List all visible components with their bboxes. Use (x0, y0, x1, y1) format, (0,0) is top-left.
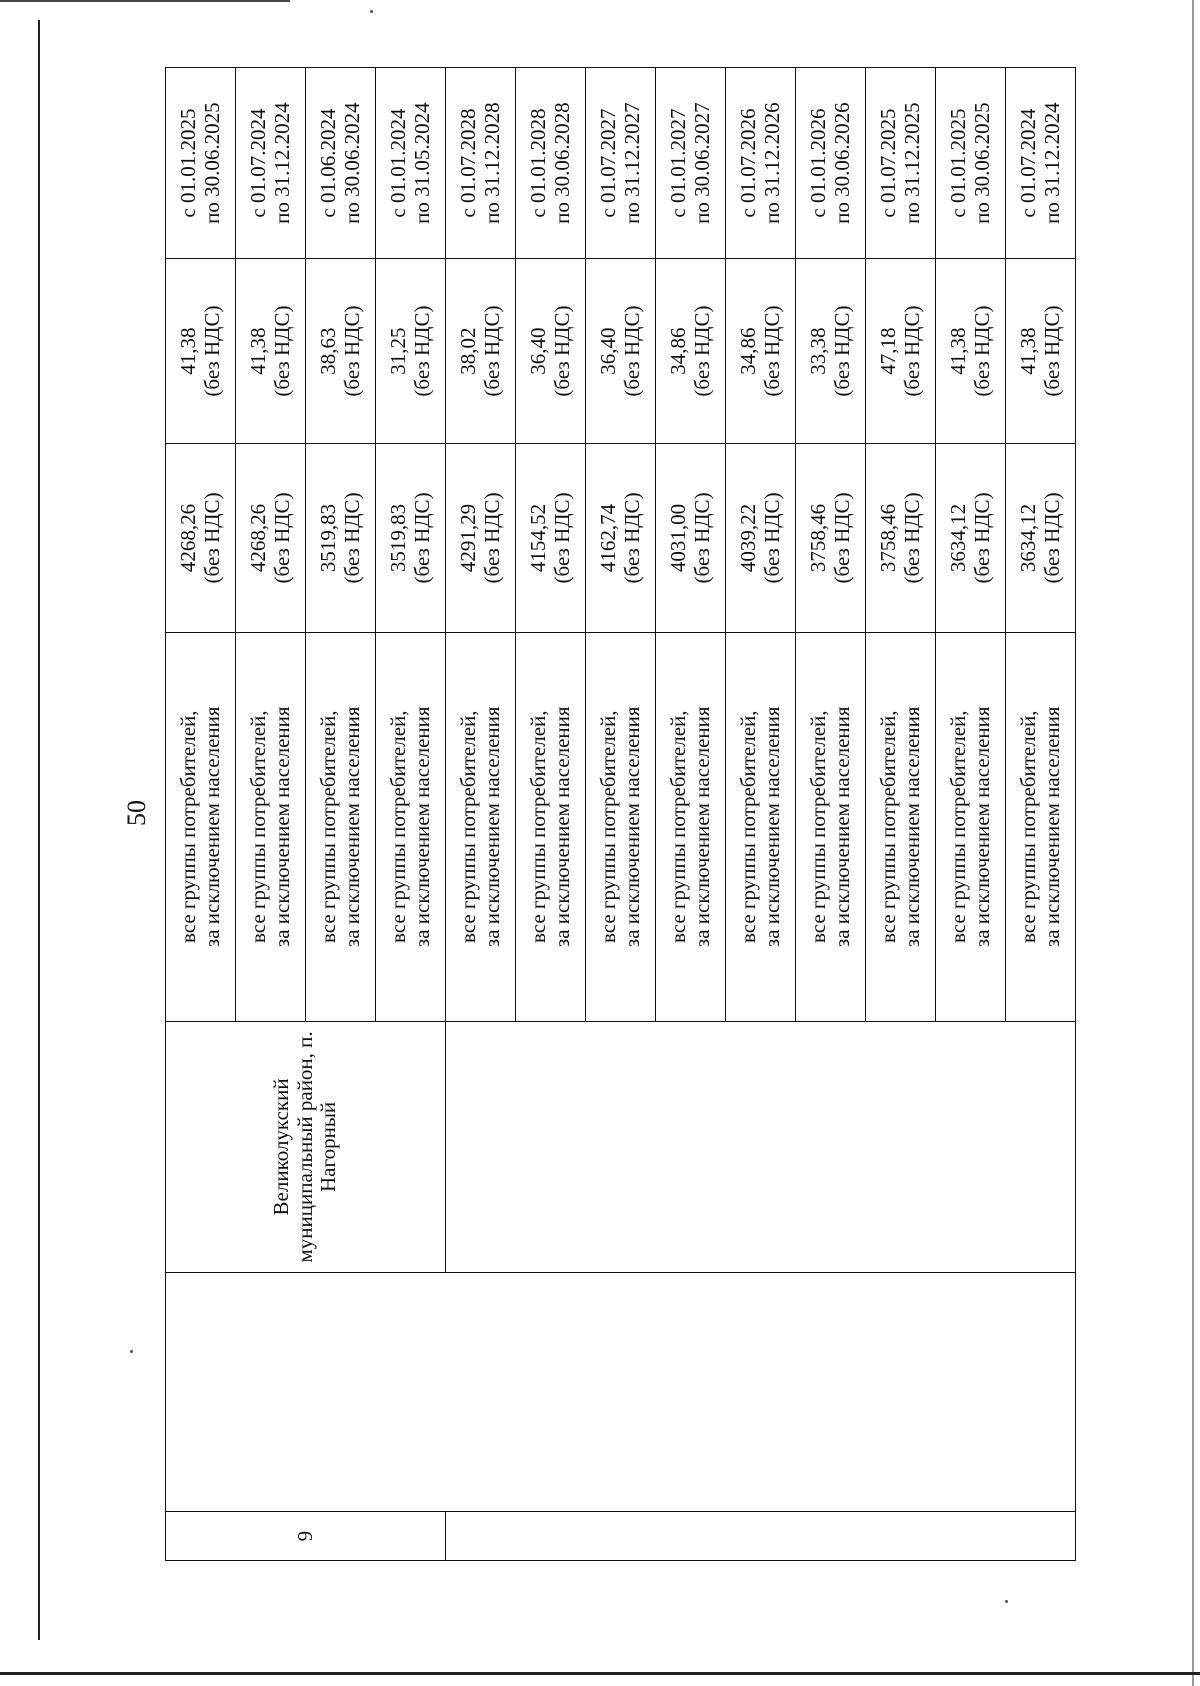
period-cell (1006, 68, 1076, 259)
tariff-table (165, 67, 1076, 1561)
period-cell (726, 68, 796, 259)
consumer-group-cell (726, 632, 796, 1021)
page-number: 50 (122, 800, 151, 826)
tariff-value-cell-line: (без НДС) (899, 492, 924, 584)
consumer-group-cell-line: все группы потребителей, (945, 710, 970, 944)
period-cell (376, 68, 446, 259)
tariff-value-2-cell-line: (без НДС) (689, 305, 714, 397)
consumer-group-cell (516, 632, 586, 1021)
consumer-group-cell-line: все группы потребителей, (875, 710, 900, 944)
period-cell-line: с 01.07.2025 (875, 108, 900, 218)
tariff-value-2-cell-line: (без НДС) (479, 305, 504, 397)
tariff-value-cell (796, 443, 866, 632)
tariff-value-2-cell (1006, 259, 1076, 444)
period-cell (796, 68, 866, 259)
consumer-group-cell-line: все группы потребителей, (385, 710, 410, 944)
tariff-value-2-cell-line: 36,40 (525, 327, 550, 375)
tariff-value-2-cell-line: 41,38 (175, 327, 200, 375)
period-cell-line: с 01.01.2025 (175, 108, 200, 218)
tariff-value-cell-line: (без НДС) (759, 492, 784, 584)
period-cell-line: по 30.06.2025 (199, 102, 224, 224)
territory-cell: Великолукский муниципальный район, п. Нагорный (166, 1021, 446, 1273)
tariff-value-2-cell-line: 47,18 (875, 327, 900, 375)
consumer-group-cell-line: за исключением населения (759, 706, 784, 948)
period-cell-line: по 31.05.2024 (409, 102, 434, 224)
tariff-value-cell-line: 4268,26 (245, 503, 270, 573)
tariff-value-cell-line: 3758,46 (875, 503, 900, 573)
tariff-value-2-cell-line: (без НДС) (899, 305, 924, 397)
tariff-value-cell-line: 3758,46 (805, 503, 830, 573)
consumer-group-cell-line: все группы потребителей, (455, 710, 480, 944)
tariff-value-cell (656, 443, 726, 632)
tariff-value-cell (306, 443, 376, 632)
tariff-value-cell-line: (без НДС) (619, 492, 644, 584)
tariff-value-2-cell-line: 36,40 (595, 327, 620, 375)
tariff-value-2-cell-line: (без НДС) (969, 305, 994, 397)
consumer-group-cell-line: все группы потребителей, (1015, 710, 1040, 944)
tariff-value-2-cell (376, 259, 446, 444)
tariff-value-cell (376, 443, 446, 632)
consumer-group-cell-line: за исключением населения (619, 706, 644, 948)
tariff-value-2-cell (866, 259, 936, 444)
period-cell-line: по 31.12.2026 (759, 102, 784, 224)
consumer-group-cell-line: за исключением населения (549, 706, 574, 948)
tariff-value-cell-line: (без НДС) (549, 492, 574, 584)
tariff-value-cell-line: 4154,52 (525, 503, 550, 573)
consumer-group-cell-line: за исключением населения (409, 706, 434, 948)
tariff-value-2-cell (446, 259, 516, 444)
period-cell-line: с 01.06.2024 (315, 108, 340, 218)
tariff-value-2-cell (656, 259, 726, 444)
consumer-group-cell (796, 632, 866, 1021)
consumer-group-cell-line: все группы потребителей, (175, 710, 200, 944)
period-cell (656, 68, 726, 259)
consumer-group-cell-line: за исключением населения (1039, 706, 1064, 948)
period-cell-line: по 31.12.2027 (619, 102, 644, 224)
tariff-value-cell-line: (без НДС) (829, 492, 854, 584)
tariff-value-cell-line: (без НДС) (479, 492, 504, 584)
tariff-value-2-cell-line: (без НДС) (549, 305, 574, 397)
period-cell-line: с 01.07.2024 (1015, 108, 1040, 218)
consumer-group-cell-line: за исключением населения (199, 706, 224, 948)
period-cell-line: с 01.01.2025 (945, 108, 970, 218)
tariff-table-body (166, 68, 1076, 1561)
period-cell-line: с 01.01.2024 (385, 108, 410, 218)
consumer-group-cell-line: все группы потребителей, (245, 710, 270, 944)
tariff-value-2-cell-line: (без НДС) (759, 305, 784, 397)
consumer-group-cell (1006, 632, 1076, 1021)
tariff-value-2-cell-line: (без НДС) (339, 305, 364, 397)
period-cell-line: с 01.07.2026 (735, 108, 760, 218)
period-cell-line: с 01.07.2028 (455, 108, 480, 218)
tariff-value-cell-line: (без НДС) (409, 492, 434, 584)
period-cell (936, 68, 1006, 259)
consumer-group-cell-line: все группы потребителей, (735, 710, 760, 944)
tariff-value-cell-line: 4039,22 (735, 503, 760, 573)
tariff-value-2-cell-line: 38,63 (315, 327, 340, 375)
tariff-value-2-cell-line: 38,02 (455, 327, 480, 375)
tariff-value-2-cell (936, 259, 1006, 444)
tariff-value-2-cell-line: (без НДС) (409, 305, 434, 397)
consumer-group-cell (586, 632, 656, 1021)
tariff-value-2-cell-line: 34,86 (665, 327, 690, 375)
consumer-group-cell (236, 632, 306, 1021)
tariff-value-cell (866, 443, 936, 632)
period-cell-line: по 31.12.2024 (1039, 102, 1064, 224)
consumer-group-cell (376, 632, 446, 1021)
tariff-value-2-cell-line: (без НДС) (829, 305, 854, 397)
period-cell (586, 68, 656, 259)
row-number: 9 (166, 1512, 446, 1561)
period-cell (236, 68, 306, 259)
tariff-value-cell-line: 3519,83 (315, 503, 340, 573)
period-cell-line: с 01.07.2027 (595, 108, 620, 218)
period-cell-line: с 01.01.2027 (665, 108, 690, 218)
consumer-group-cell-line: за исключением населения (479, 706, 504, 948)
tariff-value-2-cell (796, 259, 866, 444)
tariff-value-2-cell-line: 31,25 (385, 327, 410, 375)
consumer-group-cell-line: за исключением населения (689, 706, 714, 948)
tariff-value-cell-line: (без НДС) (339, 492, 364, 584)
period-cell (866, 68, 936, 259)
tariff-value-cell-line: 4291,29 (455, 503, 480, 573)
consumer-group-cell-line: за исключением населения (269, 706, 294, 948)
tariff-value-2-cell-line: 34,86 (735, 327, 760, 375)
tariff-value-2-cell-line: (без НДС) (269, 305, 294, 397)
consumer-group-cell-line: за исключением населения (969, 706, 994, 948)
period-cell-line: по 30.06.2026 (829, 102, 854, 224)
consumer-group-cell-line: все группы потребителей, (805, 710, 830, 944)
tariff-value-2-cell (726, 259, 796, 444)
consumer-group-cell-line: за исключением населения (829, 706, 854, 948)
tariff-value-cell-line: 3634,12 (1015, 503, 1040, 573)
tariff-value-cell-line: (без НДС) (969, 492, 994, 584)
tariff-value-cell-line: 4268,26 (175, 503, 200, 573)
period-cell (446, 68, 516, 259)
tariff-value-2-cell-line: (без НДС) (1039, 305, 1064, 397)
consumer-group-cell (166, 632, 236, 1021)
tariff-value-2-cell-line: 41,38 (1015, 327, 1040, 375)
consumer-group-cell (866, 632, 936, 1021)
tariff-value-2-cell-line: (без НДС) (199, 305, 224, 397)
tariff-value-cell-line: (без НДС) (1039, 492, 1064, 584)
tariff-value-cell (446, 443, 516, 632)
row-number-empty (446, 1512, 1076, 1561)
tariff-value-cell-line: 4031,00 (665, 503, 690, 573)
period-cell (516, 68, 586, 259)
tariff-value-2-cell-line: 41,38 (245, 327, 270, 375)
consumer-group-cell (656, 632, 726, 1021)
tariff-value-cell-line: (без НДС) (689, 492, 714, 584)
consumer-group-cell-line: все группы потребителей, (665, 710, 690, 944)
tariff-value-cell (166, 443, 236, 632)
tariff-value-cell (516, 443, 586, 632)
tariff-value-cell (586, 443, 656, 632)
consumer-group-cell-line: все группы потребителей, (525, 710, 550, 944)
period-cell-line: с 01.01.2026 (805, 108, 830, 218)
tariff-value-2-cell-line: (без НДС) (619, 305, 644, 397)
tariff-value-2-cell (236, 259, 306, 444)
consumer-group-cell-line: все группы потребителей, (595, 710, 620, 944)
tariff-value-cell (726, 443, 796, 632)
tariff-value-2-cell (586, 259, 656, 444)
period-cell-line: по 30.06.2028 (549, 102, 574, 224)
tariff-value-cell (936, 443, 1006, 632)
tariff-value-2-cell (306, 259, 376, 444)
period-cell-line: по 31.12.2028 (479, 102, 504, 224)
period-cell (306, 68, 376, 259)
period-cell-line: по 30.06.2024 (339, 102, 364, 224)
period-cell-line: по 30.06.2025 (969, 102, 994, 224)
table-row (166, 68, 236, 1561)
period-cell-line: по 31.12.2025 (899, 102, 924, 224)
consumer-group-cell (446, 632, 516, 1021)
tariff-value-2-cell-line: 41,38 (945, 327, 970, 375)
tariff-value-cell-line: (без НДС) (199, 492, 224, 584)
tariff-value-2-cell-line: 33,38 (805, 327, 830, 375)
consumer-group-cell (936, 632, 1006, 1021)
period-cell (166, 68, 236, 259)
territory-cell-empty (446, 1021, 1076, 1273)
period-cell-line: с 01.01.2028 (525, 108, 550, 218)
organization-cell (166, 1273, 1076, 1512)
tariff-value-cell-line: (без НДС) (269, 492, 294, 584)
tariff-value-cell-line: 4162,74 (595, 503, 620, 573)
period-cell-line: с 01.07.2024 (245, 108, 270, 218)
tariff-value-cell-line: 3519,83 (385, 503, 410, 573)
period-cell-line: по 31.12.2024 (269, 102, 294, 224)
tariff-value-cell (236, 443, 306, 632)
period-cell-line: по 30.06.2027 (689, 102, 714, 224)
consumer-group-cell-line: все группы потребителей, (315, 710, 340, 944)
consumer-group-cell-line: за исключением населения (899, 706, 924, 948)
consumer-group-cell-line: за исключением населения (339, 706, 364, 948)
tariff-value-2-cell (516, 259, 586, 444)
tariff-value-2-cell (166, 259, 236, 444)
tariff-value-cell-line: 3634,12 (945, 503, 970, 573)
tariff-value-cell (1006, 443, 1076, 632)
consumer-group-cell (306, 632, 376, 1021)
